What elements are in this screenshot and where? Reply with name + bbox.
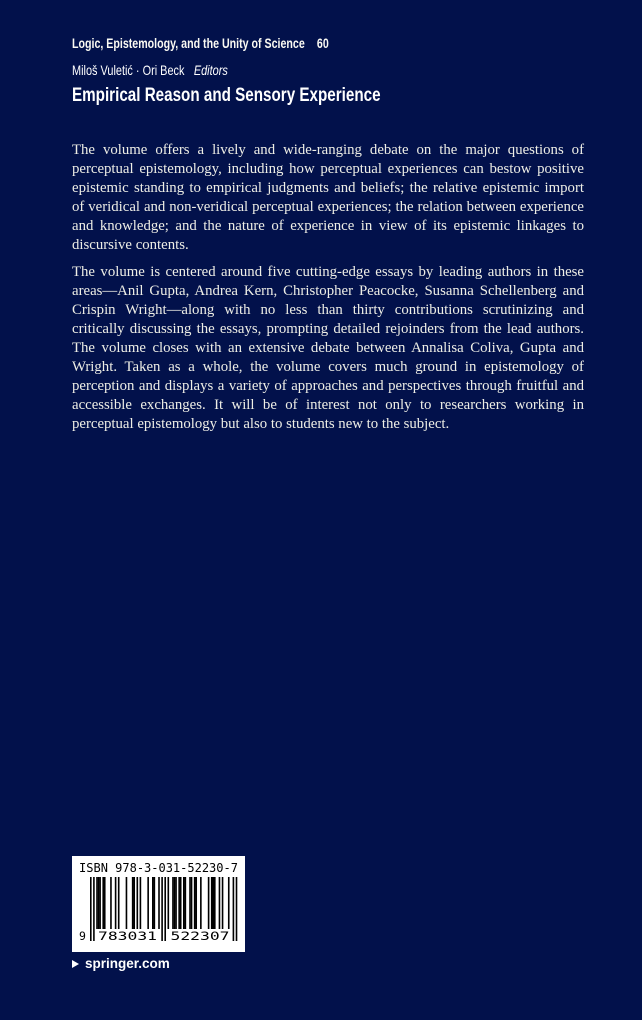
right-triangle-icon bbox=[72, 960, 79, 968]
isbn-label: ISBN 978-3-031-52230-7 bbox=[79, 861, 238, 875]
series-volume: 60 bbox=[316, 35, 329, 51]
publisher-website: springer.com bbox=[85, 956, 170, 971]
publisher-footer bbox=[72, 956, 170, 971]
editors-label: Editors bbox=[193, 62, 228, 78]
svg-text:783031: 783031 bbox=[98, 929, 158, 943]
book-title: Empirical Reason and Sensory Experience bbox=[72, 84, 381, 106]
svg-text:9: 9 bbox=[79, 929, 86, 943]
blurb-paragraph-2: The volume is centered around five cutting-edge essays by leading authors in these areas—Anil Gupta, Andrea Kern, Christopher Peacocke, Susanna Schellenberg and Crispin Wright—along with no less than thirty contributions scrutinizing and critically discussing the essays, prompting detailed rejoinders from the lead authors. The volume closes with an extensive debate between Annalisa Coliva, Gupta and Wright. Taken as a whole, the volume covers much ground in epistemology of perception and displays a variety of approaches and perspectives through fruitful and accessible exchanges. It will be of interest not only to researchers working in perceptual epistemology but also to students new to the subject. bbox=[72, 264, 584, 432]
series-line bbox=[72, 35, 410, 51]
editors-line bbox=[72, 62, 272, 78]
book-blurb bbox=[72, 141, 584, 434]
barcode-box bbox=[72, 856, 245, 952]
series-title: Logic, Epistemology, and the Unity of Science bbox=[72, 35, 305, 51]
blurb-paragraph-1: The volume offers a lively and wide-ranging debate on the major questions of perceptual epistemology, including how perceptual experiences can bestow positive epistemic standing to empirical judgments and beliefs; the relative epistemic import of veridical and non-veridical perceptual experiences; the relation between experience and knowledge; and the nature of experience in view of its epistemic linkages to discursive contents. bbox=[72, 142, 584, 253]
ean-barcode bbox=[77, 877, 240, 943]
editors-names: Miloš Vuletić · Ori Beck bbox=[72, 62, 185, 78]
svg-text:522307: 522307 bbox=[170, 929, 230, 943]
